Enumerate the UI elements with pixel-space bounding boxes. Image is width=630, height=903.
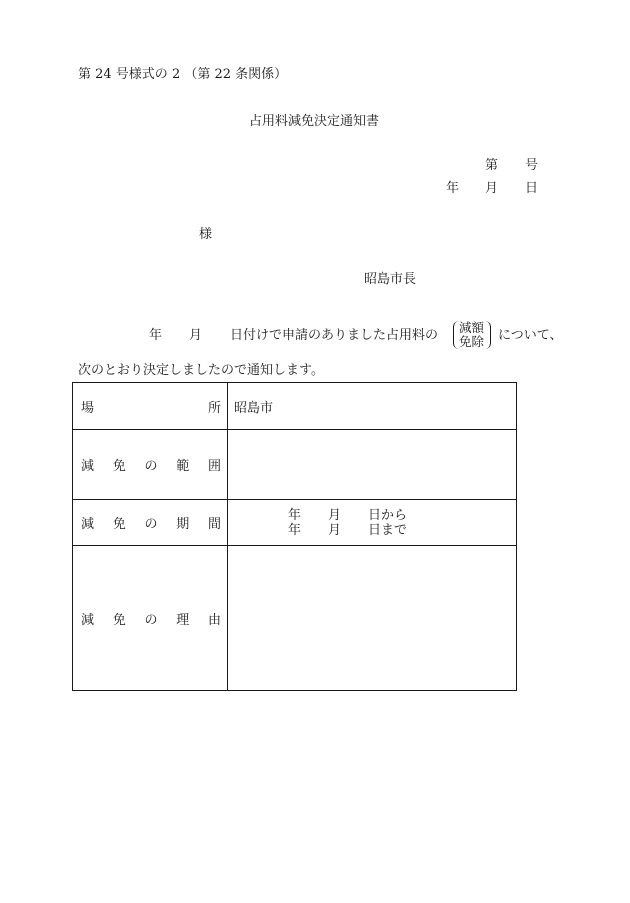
addressee-suffix: 様 [199, 227, 213, 242]
label-reason [73, 546, 228, 691]
sender-name: 昭島市長 [364, 272, 417, 287]
label-char: の [144, 459, 158, 474]
date-year: 年 [446, 181, 460, 196]
body-text-after: について、 [498, 328, 563, 343]
period-to-month: 月 [328, 522, 342, 538]
period-to-year: 年 [288, 522, 302, 538]
form-number: 第 24 号様式の 2 （第 22 条関係） [78, 67, 288, 82]
value-period [228, 500, 517, 546]
label-char: 免 [112, 517, 126, 532]
label-char: 理 [176, 612, 190, 628]
period-from-day: 日から [368, 507, 408, 523]
label-char: 減 [81, 612, 95, 628]
label-char: 範 [176, 459, 190, 474]
label-char: 減 [81, 517, 95, 532]
label-period [73, 500, 228, 546]
period-to [228, 523, 516, 538]
label-char: 減 [81, 459, 95, 474]
date-day: 日 [525, 181, 539, 196]
value-scope [228, 430, 517, 500]
period-from [228, 508, 516, 523]
value-place [228, 383, 517, 430]
body-month: 月 [189, 328, 203, 343]
label-char: 免 [112, 612, 126, 628]
period-from-year: 年 [288, 507, 302, 523]
place-value: 昭島市 [234, 400, 274, 416]
period-to-day: 日まで [368, 522, 408, 538]
label-char: 場 [81, 400, 95, 416]
label-char: 所 [207, 400, 221, 416]
row-period [73, 500, 517, 546]
label-char: 免 [112, 459, 126, 474]
option-exemption: 免除 [459, 334, 485, 349]
label-char: の [144, 517, 158, 532]
label-char: 期 [176, 517, 190, 532]
label-char: の [144, 612, 158, 628]
date-month: 月 [485, 181, 499, 196]
body-line-2: 次のとおり決定しましたので通知します。 [78, 363, 324, 378]
option-reduction: 減額 [459, 320, 485, 335]
body-text-before: 日付けで申請のありました占用料の [230, 328, 439, 343]
label-char: 囲 [207, 459, 221, 474]
row-scope [73, 430, 517, 500]
label-scope [73, 430, 228, 500]
doc-number-gou: 号 [525, 158, 539, 173]
row-reason [73, 546, 517, 691]
period-from-month: 月 [328, 507, 342, 523]
decision-table [72, 382, 517, 691]
label-char: 間 [207, 517, 221, 532]
value-reason [228, 546, 517, 691]
label-place [73, 383, 228, 430]
body-year: 年 [149, 328, 163, 343]
document-title: 占用料減免決定通知書 [249, 114, 380, 129]
row-place [73, 383, 517, 430]
doc-number-dai: 第 [485, 158, 499, 173]
label-char: 由 [207, 612, 221, 628]
